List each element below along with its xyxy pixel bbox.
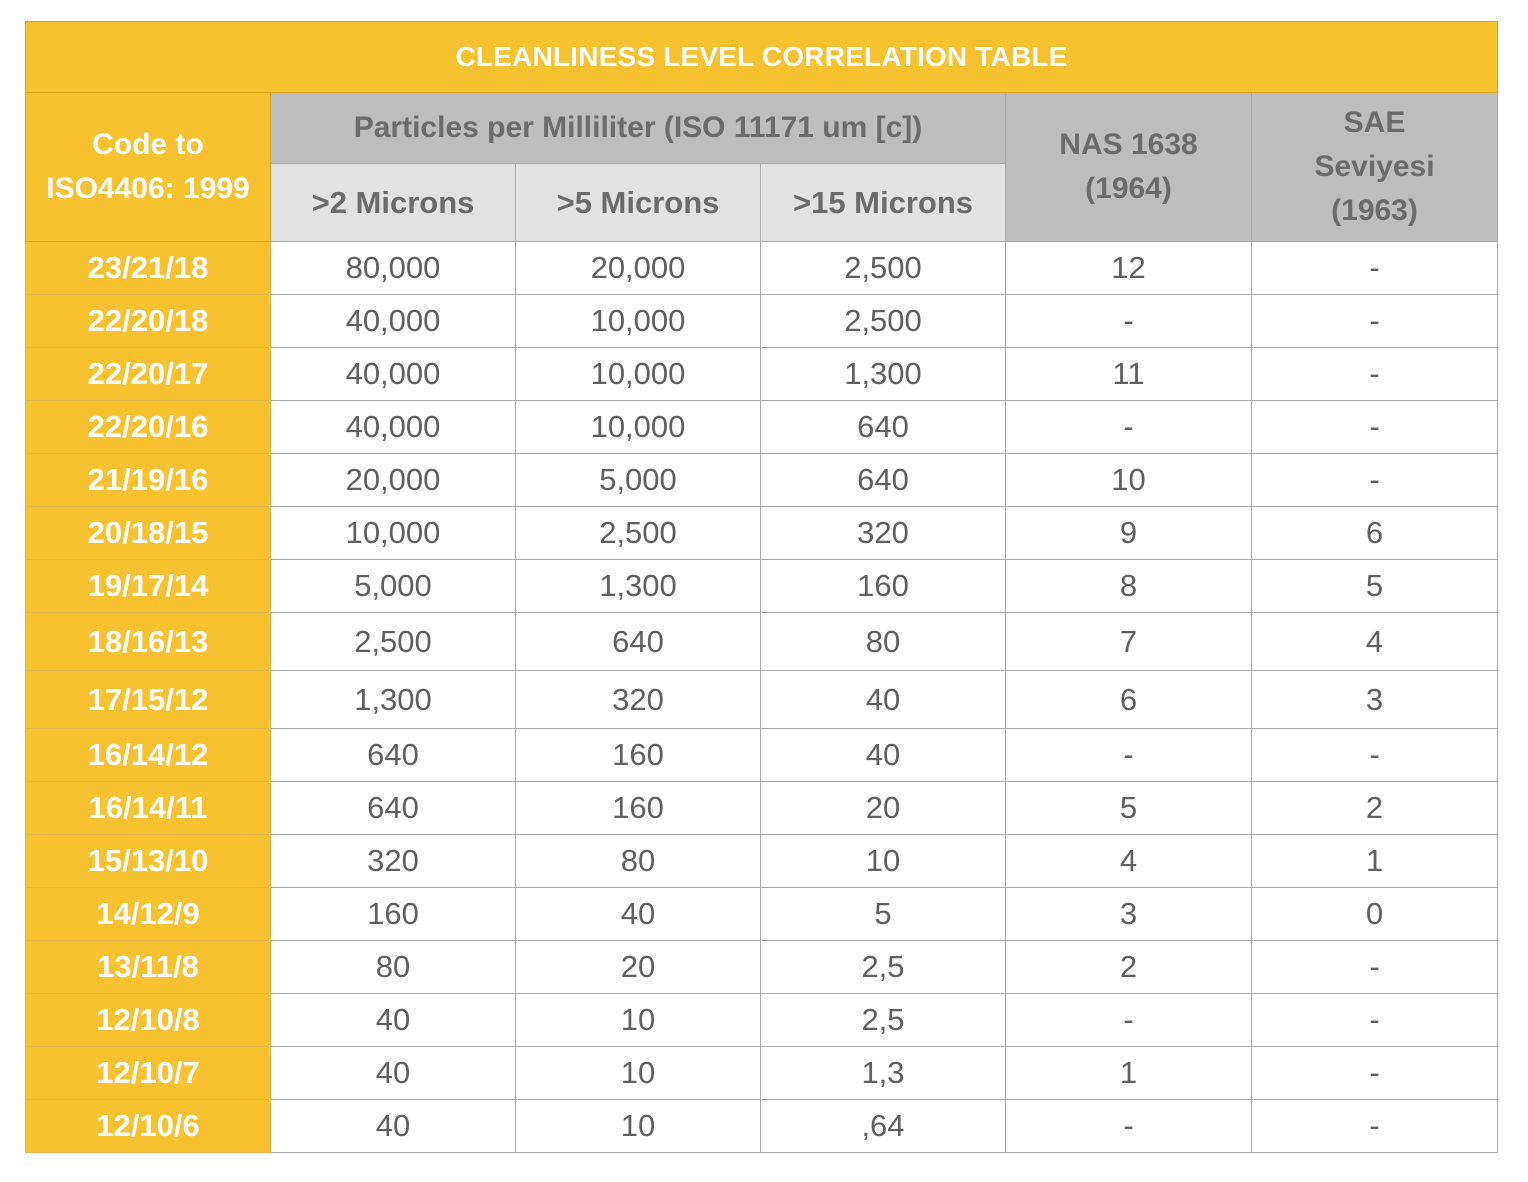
value-5-microns: 640 (516, 613, 761, 671)
value-2-microns: 2,500 (271, 613, 516, 671)
code-cell: 20/18/15 (26, 507, 271, 560)
value-sae: - (1252, 401, 1498, 454)
value-sae: 1 (1252, 835, 1498, 888)
header-nas-line2: (1964) (1085, 172, 1172, 205)
table-row (26, 1047, 1498, 1100)
code-cell: 12/10/7 (26, 1047, 271, 1100)
code-cell: 16/14/12 (26, 729, 271, 782)
header-sae-line2: Seviyesi (1314, 150, 1435, 183)
table-row (26, 613, 1498, 671)
value-5-microns: 10,000 (516, 348, 761, 401)
value-nas: 3 (1006, 888, 1252, 941)
table-row (26, 835, 1498, 888)
value-15-microns: 160 (761, 560, 1006, 613)
correlation-table (25, 21, 1498, 1153)
table-row (26, 671, 1498, 729)
value-15-microns: 2,5 (761, 994, 1006, 1047)
code-cell: 12/10/8 (26, 994, 271, 1047)
header-5-microns: >5 Microns (516, 164, 761, 242)
code-cell: 16/14/11 (26, 782, 271, 835)
value-15-microns: 2,5 (761, 941, 1006, 994)
value-5-microns: 160 (516, 729, 761, 782)
table-row (26, 348, 1498, 401)
value-sae: - (1252, 729, 1498, 782)
value-15-microns: 320 (761, 507, 1006, 560)
value-5-microns: 10,000 (516, 401, 761, 454)
value-2-microns: 640 (271, 782, 516, 835)
value-5-microns: 40 (516, 888, 761, 941)
value-2-microns: 5,000 (271, 560, 516, 613)
value-nas: 2 (1006, 941, 1252, 994)
correlation-table-container (25, 21, 1497, 1153)
value-15-microns: 40 (761, 671, 1006, 729)
code-cell: 14/12/9 (26, 888, 271, 941)
value-sae: - (1252, 242, 1498, 295)
code-cell: 19/17/14 (26, 560, 271, 613)
header-15-microns: >15 Microns (761, 164, 1006, 242)
header-nas-line1: NAS 1638 (1059, 128, 1198, 161)
value-2-microns: 80,000 (271, 242, 516, 295)
value-5-microns: 320 (516, 671, 761, 729)
value-15-microns: 640 (761, 401, 1006, 454)
value-15-microns: 1,300 (761, 348, 1006, 401)
value-sae: - (1252, 941, 1498, 994)
header-code-line1: Code to (92, 128, 204, 161)
value-sae: 5 (1252, 560, 1498, 613)
value-5-microns: 160 (516, 782, 761, 835)
value-2-microns: 20,000 (271, 454, 516, 507)
value-nas: 9 (1006, 507, 1252, 560)
code-cell: 17/15/12 (26, 671, 271, 729)
value-5-microns: 10 (516, 1047, 761, 1100)
value-2-microns: 40 (271, 994, 516, 1047)
value-2-microns: 320 (271, 835, 516, 888)
table-row (26, 560, 1498, 613)
header-sae-line1: SAE (1343, 106, 1406, 139)
code-cell: 21/19/16 (26, 454, 271, 507)
value-2-microns: 160 (271, 888, 516, 941)
table-row (26, 454, 1498, 507)
value-sae: - (1252, 295, 1498, 348)
value-15-microns: 20 (761, 782, 1006, 835)
code-cell: 18/16/13 (26, 613, 271, 671)
table-body (26, 242, 1498, 1153)
header-nas-1638 (1006, 93, 1252, 242)
value-sae: - (1252, 348, 1498, 401)
header-sae-line3: (1963) (1331, 194, 1418, 227)
table-row (26, 401, 1498, 454)
value-nas: 10 (1006, 454, 1252, 507)
value-5-microns: 5,000 (516, 454, 761, 507)
value-nas: 1 (1006, 1047, 1252, 1100)
value-nas: 6 (1006, 671, 1252, 729)
value-sae: - (1252, 1100, 1498, 1153)
code-cell: 12/10/6 (26, 1100, 271, 1153)
value-nas: - (1006, 295, 1252, 348)
value-15-microns: ,64 (761, 1100, 1006, 1153)
value-15-microns: 80 (761, 613, 1006, 671)
header-2-microns: >2 Microns (271, 164, 516, 242)
code-cell: 15/13/10 (26, 835, 271, 888)
value-sae: 0 (1252, 888, 1498, 941)
header-code-line2: ISO4406: 1999 (46, 172, 250, 205)
value-5-microns: 1,300 (516, 560, 761, 613)
header-code-iso4406 (26, 93, 271, 242)
value-5-microns: 80 (516, 835, 761, 888)
code-cell: 22/20/16 (26, 401, 271, 454)
value-nas: 11 (1006, 348, 1252, 401)
value-15-microns: 1,3 (761, 1047, 1006, 1100)
code-cell: 23/21/18 (26, 242, 271, 295)
value-2-microns: 40,000 (271, 348, 516, 401)
table-row (26, 888, 1498, 941)
value-2-microns: 40,000 (271, 295, 516, 348)
value-5-microns: 10 (516, 994, 761, 1047)
value-nas: 7 (1006, 613, 1252, 671)
table-row (26, 782, 1498, 835)
table-row (26, 507, 1498, 560)
value-2-microns: 40,000 (271, 401, 516, 454)
value-nas: - (1006, 729, 1252, 782)
value-5-microns: 10 (516, 1100, 761, 1153)
value-2-microns: 80 (271, 941, 516, 994)
table-row (26, 1100, 1498, 1153)
table-row (26, 242, 1498, 295)
code-cell: 13/11/8 (26, 941, 271, 994)
value-nas: - (1006, 994, 1252, 1047)
table-row (26, 994, 1498, 1047)
value-15-microns: 40 (761, 729, 1006, 782)
value-sae: 2 (1252, 782, 1498, 835)
code-cell: 22/20/18 (26, 295, 271, 348)
value-nas: 4 (1006, 835, 1252, 888)
value-sae: - (1252, 994, 1498, 1047)
value-5-microns: 20 (516, 941, 761, 994)
value-nas: 8 (1006, 560, 1252, 613)
value-15-microns: 10 (761, 835, 1006, 888)
value-5-microns: 20,000 (516, 242, 761, 295)
value-2-microns: 40 (271, 1047, 516, 1100)
value-sae: 3 (1252, 671, 1498, 729)
value-2-microns: 10,000 (271, 507, 516, 560)
value-sae: 4 (1252, 613, 1498, 671)
value-15-microns: 2,500 (761, 295, 1006, 348)
value-nas: - (1006, 401, 1252, 454)
table-row (26, 941, 1498, 994)
value-2-microns: 1,300 (271, 671, 516, 729)
value-sae: - (1252, 1047, 1498, 1100)
value-nas: 12 (1006, 242, 1252, 295)
header-sae-level (1252, 93, 1498, 242)
value-5-microns: 10,000 (516, 295, 761, 348)
value-sae: - (1252, 454, 1498, 507)
value-15-microns: 5 (761, 888, 1006, 941)
value-5-microns: 2,500 (516, 507, 761, 560)
value-nas: - (1006, 1100, 1252, 1153)
table-row (26, 729, 1498, 782)
value-sae: 6 (1252, 507, 1498, 560)
value-2-microns: 640 (271, 729, 516, 782)
header-particles-group: Particles per Milliliter (ISO 11171 um [c]) (271, 93, 1006, 164)
code-cell: 22/20/17 (26, 348, 271, 401)
value-2-microns: 40 (271, 1100, 516, 1153)
value-15-microns: 640 (761, 454, 1006, 507)
value-15-microns: 2,500 (761, 242, 1006, 295)
table-row (26, 295, 1498, 348)
value-nas: 5 (1006, 782, 1252, 835)
table-title: CLEANLINESS LEVEL CORRELATION TABLE (26, 22, 1498, 93)
